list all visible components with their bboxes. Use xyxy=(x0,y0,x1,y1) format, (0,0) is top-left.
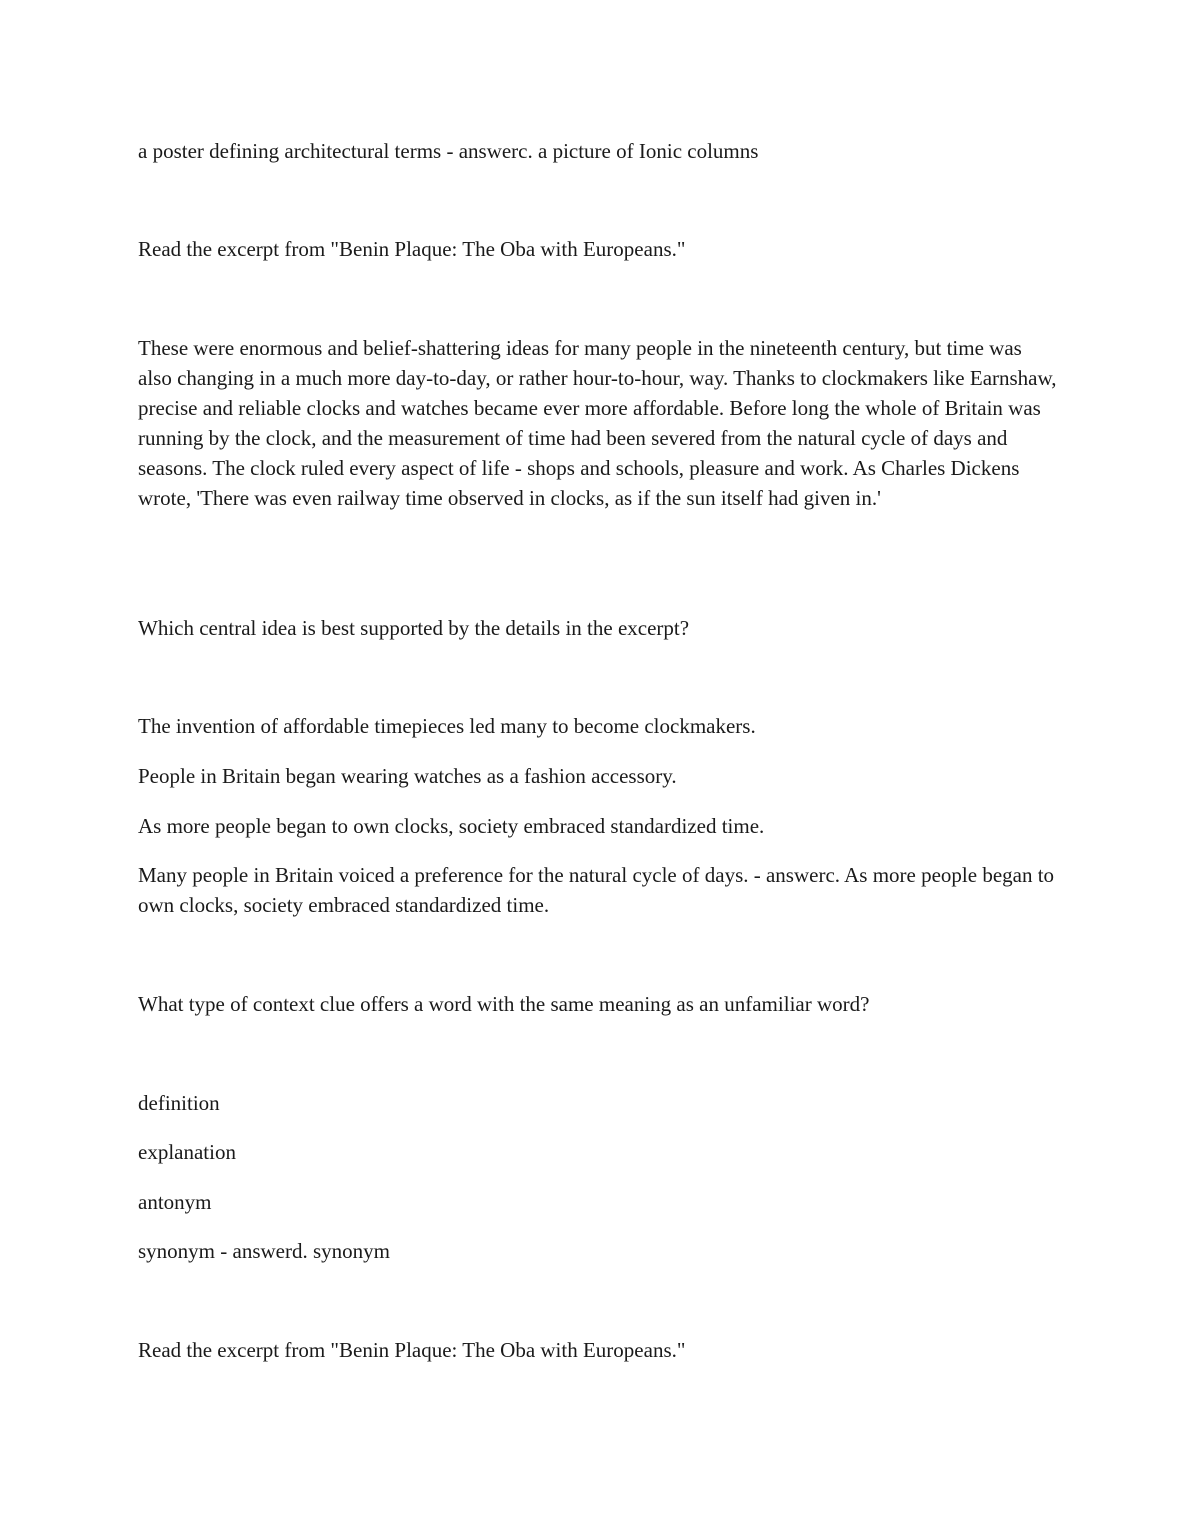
question-2-option-b: explanation xyxy=(138,1140,236,1164)
question-1-excerpt: These were enormous and belief-shattering ideas for many people in the nineteenth century, but time was also changing in a much more day-to-day, or rather hour-to-hour, way. Thanks to clockmakers like Earnshaw, precise and reliable clocks and watches became ever more affordable. Before long the whole of Britain was running by the clock, and the measurement of time had been severed from the natural cycle of days and seasons. The clock ruled every aspect of life - shops and schools, pleasure and work. As Charles Dickens wrote, 'There was even railway time observed in clocks, as if the sun itself had given in.' xyxy=(138,336,1057,510)
question-1-option-c: As more people began to own clocks, society embraced standardized time. xyxy=(138,814,765,838)
question-2-option-c: antonym xyxy=(138,1190,212,1214)
question-1-option-d-with-answer: Many people in Britain voiced a preference for the natural cycle of days. - answerc. As more people began to own clocks, society embraced standardized time. xyxy=(138,863,1055,917)
question-2-option-d-with-answer: synonym - answerd. synonym xyxy=(138,1239,390,1263)
question-1-option-b: People in Britain began wearing watches as a fashion accessory. xyxy=(138,764,677,788)
question-2-option-a: definition xyxy=(138,1091,220,1115)
question-1-prompt: Which central idea is best supported by the details in the excerpt? xyxy=(138,616,690,640)
question-2-prompt: What type of context clue offers a word with the same meaning as an unfamiliar word? xyxy=(138,992,870,1016)
question-1-intro: Read the excerpt from "Benin Plaque: The Oba with Europeans." xyxy=(138,237,686,261)
question-3-intro: Read the excerpt from "Benin Plaque: The Oba with Europeans." xyxy=(138,1338,686,1362)
previous-answer-line: a poster defining architectural terms - answerc. a picture of Ionic columns xyxy=(138,139,759,163)
question-1-option-a: The invention of affordable timepieces led many to become clockmakers. xyxy=(138,714,756,738)
